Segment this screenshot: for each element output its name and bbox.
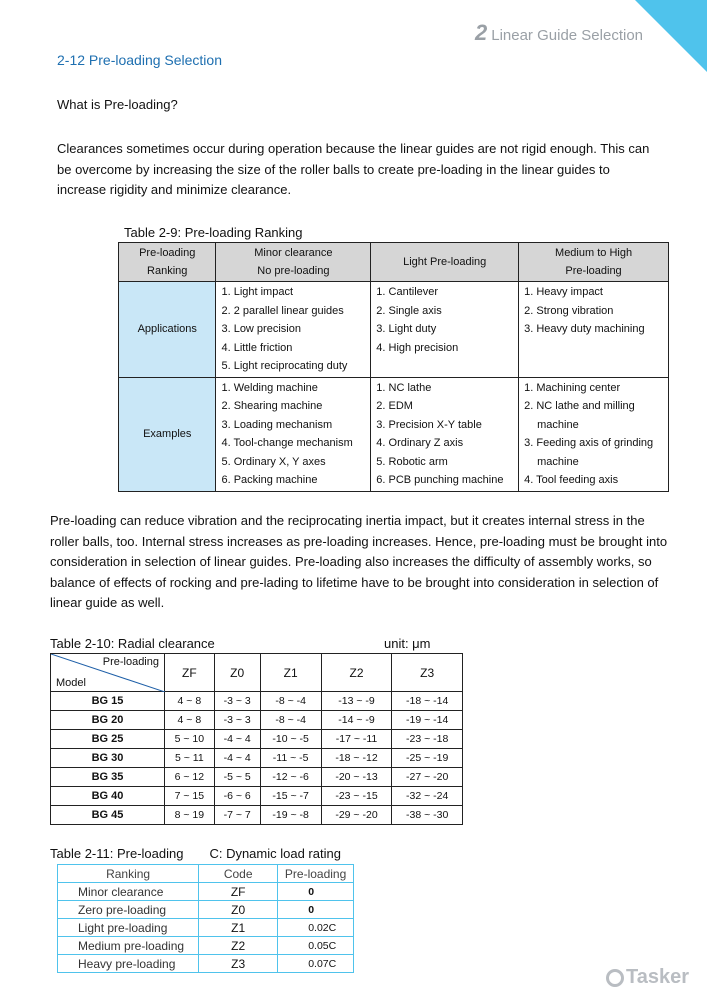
value-cell: -17 ~ -11: [321, 730, 392, 749]
model-cell: BG 45: [51, 806, 165, 825]
value-cell: 4 ~ 8: [165, 692, 215, 711]
examples-medium: [519, 377, 669, 491]
corner-cell: [51, 654, 165, 692]
ranking-cell: Medium pre-loading: [58, 937, 199, 955]
table-row: [58, 937, 354, 955]
preloading-ranking-table: [118, 242, 669, 492]
applications-medium: 1. Heavy impact 2. Strong vibration 3. Heavy duty machining: [519, 282, 669, 378]
preload-cell: 0.07C: [278, 955, 354, 973]
code-cell: Z3: [199, 955, 278, 973]
value-cell: -3 ~ 3: [214, 692, 260, 711]
value-cell: -18 ~ -14: [392, 692, 463, 711]
list-item: 1. Machining center: [524, 381, 621, 394]
model-cell: BG 30: [51, 749, 165, 768]
table-row: [51, 806, 463, 825]
preload-cell: 0.05C: [278, 937, 354, 955]
table-row: [58, 901, 354, 919]
value-cell: -10 ~ -5: [260, 730, 321, 749]
header-code: Code: [199, 865, 278, 883]
model-cell: BG 20: [51, 711, 165, 730]
table-row: [58, 955, 354, 973]
value-cell: -6 ~ 6: [214, 787, 260, 806]
ranking-cell: Minor clearance: [58, 883, 199, 901]
body-paragraph: Pre-loading can reduce vibration and the reciprocating inertia impact, but it creates internal stress in the roller balls, too. Internal stress increases as pre-loading increases. Hence, pre-loading must be brought into consideration in selection of linear guides. Pre-loading also increases the difficulty of assembly works, so balance of effects of rocking and pre-lading to lifetime have to be brought into consideration in selection of linear guide as well.: [50, 513, 668, 611]
examples-light: 1. NC lathe 2. EDM 3. Precision X-Y table 4. Ordinary Z axis 5. Robotic arm 6. PCB punching machine: [371, 377, 519, 491]
table-row: [51, 787, 463, 806]
table11-note: C: Dynamic load rating: [209, 846, 341, 861]
header-preloading: Pre-loading: [278, 865, 354, 883]
model-cell: BG 25: [51, 730, 165, 749]
code-cell: Z1: [199, 919, 278, 937]
table-row: [51, 768, 463, 787]
value-cell: -32 ~ -24: [392, 787, 463, 806]
value-cell: -4 ~ 4: [214, 730, 260, 749]
table10-caption-line: [50, 636, 450, 651]
table-row: [119, 377, 669, 491]
table-row: [51, 711, 463, 730]
header-ranking: Pre-loading Ranking: [119, 243, 216, 282]
corner-accent: [635, 0, 707, 72]
value-cell: 8 ~ 19: [165, 806, 215, 825]
value-cell: -13 ~ -9: [321, 692, 392, 711]
col-header: ZF: [165, 654, 215, 692]
value-cell: -38 ~ -30: [392, 806, 463, 825]
value-cell: -7 ~ 7: [214, 806, 260, 825]
value-cell: -8 ~ -4: [260, 692, 321, 711]
examples-minor: 1. Welding machine 2. Shearing machine 3. Loading mechanism 4. Tool-change mechanism 5. Ordinary X, Y axes 6. Packing machine: [216, 377, 371, 491]
value-cell: 6 ~ 12: [165, 768, 215, 787]
model-cell: BG 40: [51, 787, 165, 806]
value-cell: 5 ~ 10: [165, 730, 215, 749]
value-cell: 7 ~ 15: [165, 787, 215, 806]
row-label-examples: Examples: [119, 377, 216, 491]
value-cell: 4 ~ 8: [165, 711, 215, 730]
value-cell: -5 ~ 5: [214, 768, 260, 787]
intro-paragraph: Clearances sometimes occur during operation because the linear guides are not rigid enough. This can be overcome by increasing the size of the roller balls to create pre-loading in the linear guides to increase rigidity and minimize clearance.: [57, 141, 650, 197]
chapter-number: 2: [474, 20, 488, 45]
corner-top-label: Pre-loading: [102, 656, 159, 668]
table-header-row: [51, 654, 463, 692]
value-cell: -27 ~ -20: [392, 768, 463, 787]
logo-mark-icon: [606, 969, 624, 987]
table9-caption: Table 2-9: Pre-loading Ranking: [124, 225, 303, 240]
value-cell: -3 ~ 3: [214, 711, 260, 730]
applications-light: 1. Cantilever 2. Single axis 3. Light duty 4. High precision: [371, 282, 519, 378]
table-header-row: [119, 243, 669, 282]
header-medium: Medium to High Pre-loading: [519, 243, 669, 282]
list-item: machine: [537, 455, 579, 468]
list-item: 3. Feeding axis of grinding: [524, 437, 654, 449]
table-row: [119, 282, 669, 378]
applications-minor: 1. Light impact 2. 2 parallel linear guides 3. Low precision 4. Little friction 5. Light reciprocating duty: [216, 282, 371, 378]
preload-cell: 0: [278, 883, 354, 901]
col-header: Z1: [260, 654, 321, 692]
value-cell: -8 ~ -4: [260, 711, 321, 730]
header-minor: Minor clearance No pre-loading: [216, 243, 371, 282]
table-row: [51, 692, 463, 711]
value-cell: -4 ~ 4: [214, 749, 260, 768]
table11-caption: Table 2-11: Pre-loading: [50, 846, 184, 861]
value-cell: -20 ~ -13: [321, 768, 392, 787]
question-heading: What is Pre-loading?: [57, 97, 178, 112]
preloading-table: [57, 864, 354, 973]
corner-bottom-label: Model: [56, 677, 86, 689]
tasker-logo: [606, 966, 689, 989]
list-item: 2. NC lathe and milling: [524, 400, 635, 412]
value-cell: -23 ~ -15: [321, 787, 392, 806]
header-ranking: Ranking: [58, 865, 199, 883]
value-cell: 5 ~ 11: [165, 749, 215, 768]
logo-text: Tasker: [625, 966, 689, 988]
value-cell: -12 ~ -6: [260, 768, 321, 787]
chapter-header: [475, 20, 643, 46]
table-row: [58, 883, 354, 901]
list-item: 4. Tool feeding axis: [524, 474, 619, 486]
table10-unit: unit: μm: [384, 636, 431, 651]
value-cell: -15 ~ -7: [260, 787, 321, 806]
preload-cell: 0: [278, 901, 354, 919]
table-header-row: [58, 865, 354, 883]
ranking-cell: Zero pre-loading: [58, 901, 199, 919]
value-cell: -19 ~ -8: [260, 806, 321, 825]
table-row: [51, 749, 463, 768]
row-label-applications: Applications: [119, 282, 216, 378]
section-title: 2-12 Pre-loading Selection: [57, 52, 222, 68]
value-cell: -14 ~ -9: [321, 711, 392, 730]
header-light: Light Pre-loading: [371, 243, 519, 282]
value-cell: -19 ~ -14: [392, 711, 463, 730]
chapter-title: Linear Guide Selection: [491, 27, 643, 44]
table11-caption-line: [50, 846, 341, 861]
model-cell: BG 15: [51, 692, 165, 711]
table-row: [58, 919, 354, 937]
value-cell: -11 ~ -5: [260, 749, 321, 768]
list-item: machine: [537, 418, 579, 431]
table10-caption: Table 2-10: Radial clearance: [50, 636, 215, 651]
code-cell: Z0: [199, 901, 278, 919]
value-cell: -29 ~ -20: [321, 806, 392, 825]
model-cell: BG 35: [51, 768, 165, 787]
value-cell: -23 ~ -18: [392, 730, 463, 749]
value-cell: -25 ~ -19: [392, 749, 463, 768]
ranking-cell: Light pre-loading: [58, 919, 199, 937]
radial-clearance-table: [50, 653, 463, 825]
preload-cell: 0.02C: [278, 919, 354, 937]
col-header: Z3: [392, 654, 463, 692]
value-cell: -18 ~ -12: [321, 749, 392, 768]
table-row: [51, 730, 463, 749]
col-header: Z2: [321, 654, 392, 692]
code-cell: ZF: [199, 883, 278, 901]
ranking-cell: Heavy pre-loading: [58, 955, 199, 973]
col-header: Z0: [214, 654, 260, 692]
code-cell: Z2: [199, 937, 278, 955]
